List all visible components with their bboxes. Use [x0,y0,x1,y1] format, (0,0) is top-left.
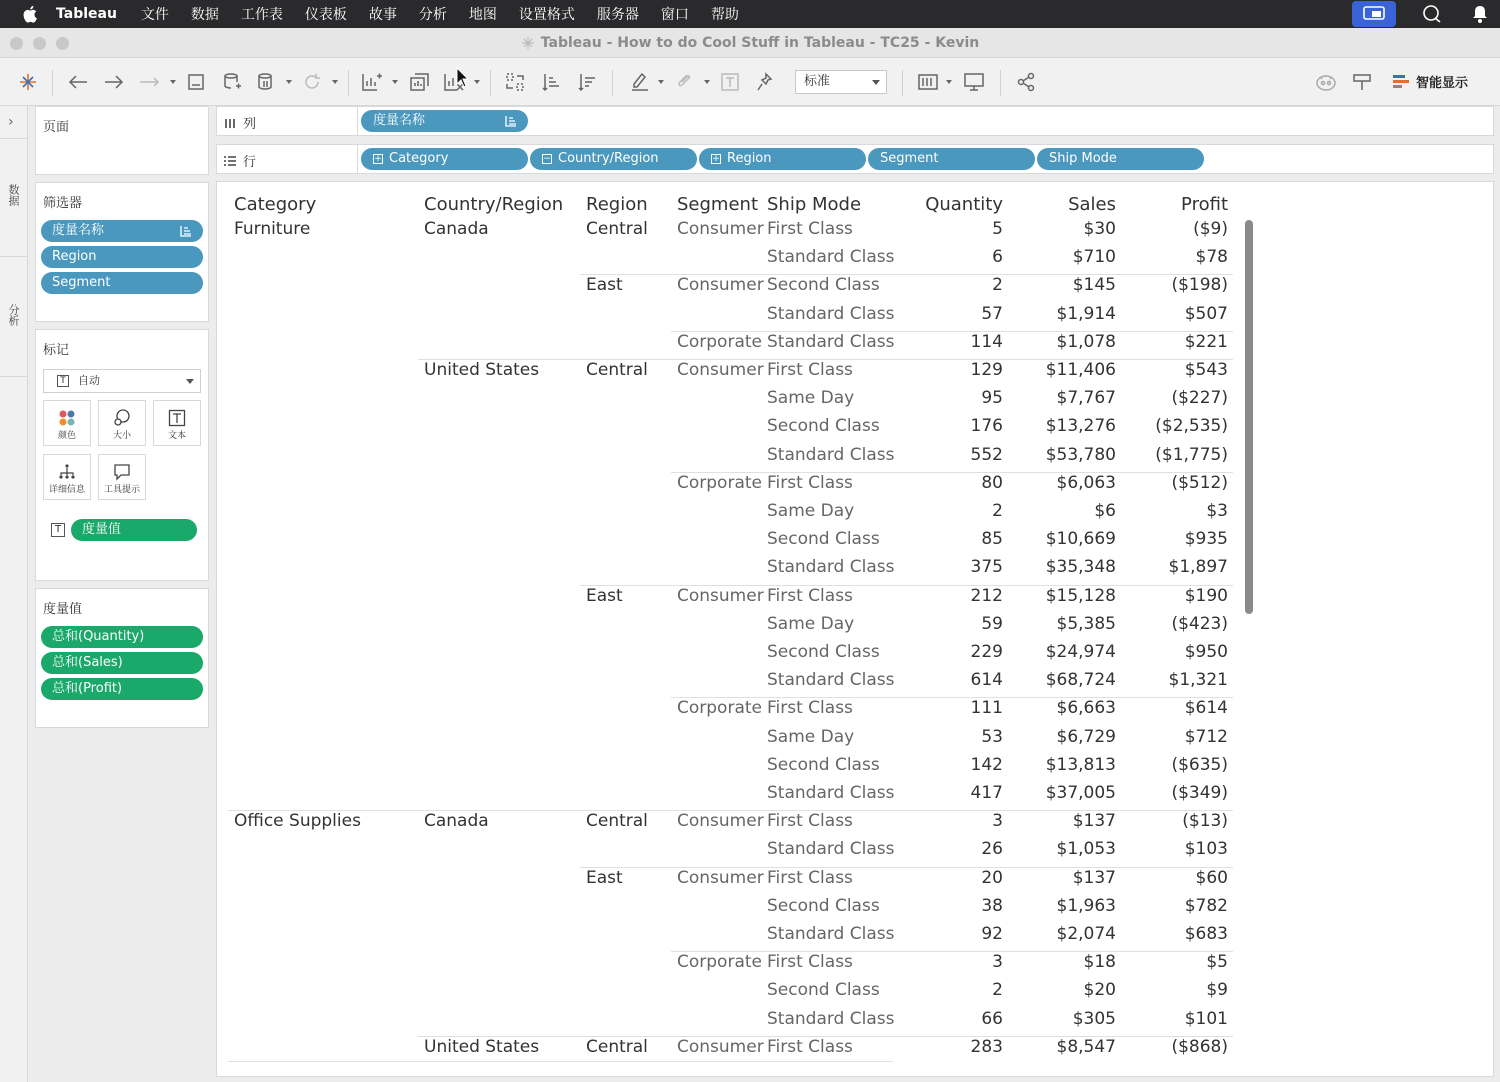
sort-ascending-icon[interactable] [540,70,564,94]
cell-quantity: 92 [981,924,1003,944]
text-field-icon: T [51,523,65,537]
cell-ship-mode: Same Day [767,501,855,521]
cell-ship-mode: Second Class [767,754,880,775]
cell-sales: $7,767 [1056,388,1116,409]
cell-profit: $3 [1206,501,1228,521]
color-button[interactable] [43,400,91,446]
columns-pill-measure-names[interactable] [361,110,528,132]
filter-pill-label: 度量名称 [52,223,105,238]
new-data-source-icon[interactable] [220,70,244,94]
menu-format[interactable]: 设置格式 [518,7,575,23]
cell-sales: $2,074 [1056,924,1116,944]
detail-label: 详细信息 [48,485,85,495]
cell-category: Office Supplies [234,811,361,832]
cell-ship-mode: First Class [767,585,853,606]
cell-sales: $305 [1072,1008,1116,1029]
rows-pill-label: Segment [880,151,939,166]
cell-ship-mode: Same Day [767,726,855,747]
cell-sales: $1,053 [1056,839,1116,860]
text-button[interactable] [153,400,201,446]
cell-quantity: 26 [981,839,1003,860]
window-title: Tableau - How to do Cool Stuff in Tableau - TC25 - Kevin [540,34,980,51]
cell-country-region: Canada [424,811,489,832]
cell-sales: $5,385 [1056,613,1116,634]
undo-icon[interactable] [66,70,90,94]
cell-profit: ($9) [1193,219,1228,239]
cell-region: Central [586,219,648,239]
cell-segment: Consumer [677,275,764,296]
presentation-mode-icon[interactable] [962,70,986,94]
cell-profit: ($13) [1182,811,1228,832]
cell-quantity: 5 [992,219,1003,239]
cell-ship-mode: Second Class [767,275,880,296]
show-cards-icon[interactable] [916,70,940,94]
cell-ship-mode: Standard Class [767,924,895,944]
cell-ship-mode: Second Class [767,642,880,662]
cell-sales: $35,348 [1045,557,1116,578]
marks-card [35,329,209,581]
menu-app-name[interactable]: Tableau [56,6,117,22]
cell-sales: $24,974 [1045,642,1116,662]
cell-profit: $190 [1184,585,1228,606]
cell-sales: $1,078 [1056,331,1116,352]
rows-pill-ship-mode[interactable] [1037,148,1204,170]
cell-ship-mode: Standard Class [767,247,895,268]
detail-icon [44,460,90,484]
cell-quantity: 375 [970,557,1003,578]
cell-quantity: 552 [970,444,1003,465]
column-header-country-region[interactable]: Country/Region [424,194,564,215]
cell-profit: $60 [1195,867,1228,888]
ask-data-icon[interactable] [1314,70,1338,94]
cell-profit: $9 [1206,980,1228,1001]
cell-region: East [586,867,623,888]
new-worksheet-icon[interactable] [360,70,384,94]
notification-bell-icon[interactable] [1468,1,1492,27]
cell-sales: $15,128 [1045,585,1116,606]
cell-ship-mode: Standard Class [767,1008,895,1029]
marks-title: 标记 [43,343,70,358]
cell-region: Central [586,811,648,832]
apple-menu-icon[interactable] [20,3,42,25]
cell-profit: ($635) [1171,754,1228,775]
fit-select[interactable] [795,70,887,94]
cell-country-region: United States [424,360,540,380]
cell-sales: $18 [1083,952,1116,973]
columns-icon [223,116,237,130]
filter-pill-region[interactable]: Region [41,246,203,268]
rows-pill-label: Region [727,151,772,166]
collapse-icon: − [543,154,551,164]
cell-ship-mode: First Class [767,219,853,239]
filters-card [35,182,209,322]
menu-help[interactable]: 帮助 [710,7,739,23]
rows-pill-category[interactable] [361,148,528,170]
size-label: 大小 [112,431,131,441]
show-me-button[interactable] [1392,72,1468,91]
cell-ship-mode: Standard Class [767,557,895,578]
tableau-home-icon[interactable] [16,70,40,94]
save-icon[interactable] [184,70,208,94]
cell-sales: $68,724 [1045,670,1116,691]
cell-ship-mode: Standard Class [767,783,895,803]
cell-sales: $37,005 [1045,783,1116,803]
rows-shelf[interactable] [216,144,1494,174]
format-painter-icon[interactable] [1350,70,1374,94]
cell-sales: $137 [1072,867,1116,888]
cell-profit: $614 [1184,698,1228,719]
fix-axes-icon[interactable] [754,70,778,94]
menu-story[interactable]: 故事 [368,7,397,23]
filter-pill-measure-names[interactable] [41,220,203,242]
cell-profit: $1,321 [1168,670,1228,691]
group-members-icon[interactable] [672,70,696,94]
pause-auto-updates-icon[interactable] [254,70,278,94]
column-header-category[interactable]: Category [234,194,317,215]
cell-ship-mode: Standard Class [767,839,895,860]
menu-map[interactable]: 地图 [468,7,497,23]
cell-profit: ($349) [1171,783,1228,803]
window-title-bar [0,28,1500,58]
measure-values-card [35,588,209,728]
expand-panel-icon[interactable]: › [8,114,14,130]
cell-quantity: 114 [970,331,1003,352]
menu-bar [0,0,1500,28]
column-header-sales[interactable]: Sales [1068,194,1116,215]
close-window-button[interactable] [10,37,23,50]
chat-icon[interactable] [1410,1,1454,27]
column-header-quantity[interactable]: Quantity [925,194,1003,215]
cell-quantity: 95 [981,388,1003,409]
cell-sales: $6,729 [1056,726,1116,747]
menu-window[interactable]: 窗口 [660,7,689,23]
expand-icon: + [712,154,720,164]
cell-profit: $543 [1184,360,1228,380]
cell-quantity: 3 [992,952,1003,973]
cell-sales: $13,276 [1045,416,1116,437]
cell-quantity: 80 [981,472,1003,493]
cell-ship-mode: First Class [767,698,853,719]
cell-region: East [586,585,623,606]
filters-title: 筛选器 [43,196,83,211]
rows-pill-label: Category [389,151,449,166]
cell-category: Furniture [234,219,311,239]
text-mark-icon: T [57,375,69,387]
cell-ship-mode: Standard Class [767,303,895,324]
cell-profit: ($423) [1171,613,1228,634]
swap-rows-columns-icon[interactable] [504,70,528,94]
column-header-segment[interactable]: Segment [677,194,758,215]
cell-quantity: 85 [981,529,1003,550]
pages-title: 页面 [43,120,70,135]
cell-ship-mode: First Class [767,360,853,380]
cell-profit: $782 [1184,895,1228,916]
columns-label: 列 [243,117,257,132]
cell-ship-mode: Second Class [767,980,880,1001]
cell-quantity: 212 [970,585,1003,606]
cell-sales: $6 [1094,501,1116,521]
cell-region: Central [586,1036,648,1057]
menu-server[interactable]: 服务器 [596,7,639,23]
cell-quantity: 2 [992,275,1003,296]
menu-data[interactable]: 数据 [190,7,219,23]
mouse-cursor-icon [456,67,470,89]
table-bottom-line [228,1061,893,1062]
cell-sales: $53,780 [1045,444,1116,465]
cell-quantity: 57 [981,303,1003,324]
cell-quantity: 3 [992,811,1003,832]
cell-quantity: 2 [992,501,1003,521]
toolbar [0,58,1500,106]
cell-country-region: United States [424,1036,540,1057]
text-label: 文本 [167,431,186,441]
cell-quantity: 38 [981,895,1003,916]
cell-segment: Consumer [677,360,764,380]
sort-icon [504,114,518,128]
cell-ship-mode: First Class [767,472,853,493]
minimize-window-button[interactable] [33,37,46,50]
cell-ship-mode: Same Day [767,388,855,409]
cell-quantity: 614 [970,670,1003,691]
cell-profit: ($512) [1171,472,1228,493]
tooltip-label: 工具提示 [103,485,140,495]
duplicate-sheet-icon[interactable] [408,70,432,94]
cell-profit: $1,897 [1168,557,1228,578]
column-header-profit[interactable]: Profit [1181,194,1228,215]
cell-segment: Corporate [677,472,762,493]
cell-ship-mode: Same Day [767,613,855,634]
rows-pill-label: Ship Mode [1049,151,1117,166]
vertical-scrollbar[interactable] [1245,220,1253,614]
cell-sales: $11,406 [1045,360,1116,380]
menu-analysis[interactable]: 分析 [418,7,447,23]
cell-region: East [586,275,623,296]
show-mark-labels-icon[interactable] [718,70,742,94]
cell-profit: $507 [1184,303,1228,324]
cell-profit: $221 [1184,331,1228,352]
share-icon[interactable] [1014,70,1038,94]
cell-sales: $137 [1072,811,1116,832]
text-icon [154,406,200,430]
window-controls [10,37,69,50]
marks-pill-measure-values[interactable]: 度量值 [71,519,197,541]
cell-profit: $950 [1184,642,1228,662]
cell-sales: $710 [1072,247,1116,268]
cell-ship-mode: First Class [767,811,853,832]
highlight-icon[interactable] [628,70,652,94]
cell-sales: $1,914 [1056,303,1116,324]
cell-ship-mode: Second Class [767,895,880,916]
cell-sales: $13,813 [1045,754,1116,775]
color-label: 颜色 [57,431,76,441]
cell-ship-mode: Second Class [767,416,880,437]
cell-quantity: 176 [970,416,1003,437]
cell-sales: $145 [1072,275,1116,296]
cell-profit: $101 [1184,1008,1228,1029]
expand-icon: + [374,154,382,164]
cell-country-region: Canada [424,219,489,239]
zoom-window-button[interactable] [56,37,69,50]
size-button[interactable] [98,400,146,446]
cell-quantity: 229 [970,642,1003,662]
mark-type-value: 自动 [78,374,100,387]
cell-segment: Consumer [677,811,764,832]
cell-sales: $10,669 [1045,529,1116,550]
cell-quantity: 2 [992,980,1003,1001]
cell-sales: $20 [1083,980,1116,1001]
sort-descending-icon[interactable] [576,70,600,94]
data-tab[interactable]: 数据 [7,184,20,206]
cell-profit: $5 [1206,952,1228,973]
measure-pill-quantity[interactable]: 总和(Quantity) [41,626,203,648]
show-me-icon [1392,74,1410,90]
cell-ship-mode: Standard Class [767,670,895,691]
cell-quantity: 283 [970,1036,1003,1057]
rows-pill-label: Country/Region [558,151,659,166]
replay-animation-icon[interactable] [138,70,162,94]
measure-pill-profit[interactable]: 总和(Profit) [41,678,203,700]
cell-region: Central [586,360,648,380]
cell-profit: $712 [1184,726,1228,747]
menu-dashboard[interactable]: 仪表板 [304,7,347,23]
cell-profit: ($1,775) [1155,444,1228,465]
cell-ship-mode: First Class [767,867,853,888]
cell-sales: $6,663 [1056,698,1116,719]
column-header-ship-mode[interactable]: Ship Mode [767,194,862,215]
cell-ship-mode: Standard Class [767,444,895,465]
cell-quantity: 142 [970,754,1003,775]
cell-segment: Corporate [677,698,762,719]
cell-ship-mode: Standard Class [767,331,895,352]
columns-shelf[interactable] [216,106,1494,136]
cell-quantity: 129 [970,360,1003,380]
cell-sales: $8,547 [1056,1036,1116,1057]
cell-profit: $683 [1184,924,1228,944]
screen-share-icon[interactable] [1352,1,1396,27]
refresh-icon[interactable] [300,70,324,94]
cell-segment: Consumer [677,1036,764,1057]
analytics-tab[interactable]: 分析 [7,304,20,326]
cell-quantity: 59 [981,613,1003,634]
chevron-down-icon [186,379,194,384]
cell-ship-mode: First Class [767,952,853,973]
cell-quantity: 417 [970,783,1003,803]
cell-sales: $6,063 [1056,472,1116,493]
viz-area[interactable] [216,181,1494,1077]
sort-icon [179,224,193,238]
cell-quantity: 53 [981,726,1003,747]
cell-ship-mode: First Class [767,1036,853,1057]
pages-card[interactable] [35,106,209,175]
cell-segment: Consumer [677,585,764,606]
tooltip-button[interactable] [98,454,146,500]
color-icon [44,406,90,430]
cell-quantity: 66 [981,1008,1003,1029]
detail-button[interactable] [43,454,91,500]
tooltip-icon [99,460,145,484]
cell-profit: ($868) [1171,1036,1228,1057]
cell-profit: $103 [1184,839,1228,860]
show-me-label: 智能显示 [1416,76,1469,91]
cell-profit: ($2,535) [1155,416,1228,437]
columns-pill-label: 度量名称 [373,113,426,128]
menu-file[interactable]: 文件 [140,7,169,23]
cell-profit: ($227) [1171,388,1228,409]
tableau-logo-icon [521,36,535,50]
rows-pill-segment[interactable] [868,148,1035,170]
cell-segment: Corporate [677,952,762,973]
cell-sales: $30 [1083,219,1116,239]
column-header-region[interactable]: Region [586,194,648,215]
cell-ship-mode: Second Class [767,529,880,550]
cell-quantity: 6 [992,247,1003,268]
cell-quantity: 111 [970,698,1003,719]
filter-pill-segment[interactable]: Segment [41,272,203,294]
menu-worksheet[interactable]: 工作表 [240,7,283,23]
rows-icon [223,154,237,168]
cell-profit: ($198) [1171,275,1228,296]
cell-segment: Consumer [677,867,764,888]
fit-select-value: 标准 [804,74,831,89]
cell-sales: $1,963 [1056,895,1116,916]
cell-profit: $935 [1184,529,1228,550]
rows-pill-region[interactable] [699,148,866,170]
cell-segment: Corporate [677,331,762,352]
rows-pill-country-region[interactable] [530,148,697,170]
chevron-down-icon [872,80,880,85]
cell-quantity: 20 [981,867,1003,888]
cell-segment: Consumer [677,219,764,239]
cell-profit: $78 [1195,247,1228,268]
size-icon [99,406,145,430]
redo-icon[interactable] [102,70,126,94]
side-panel-strip [0,106,28,1082]
measure-values-title: 度量值 [43,602,83,617]
rows-label: 行 [243,155,257,170]
measure-pill-sales[interactable]: 总和(Sales) [41,652,203,674]
mark-type-select[interactable] [43,369,201,393]
